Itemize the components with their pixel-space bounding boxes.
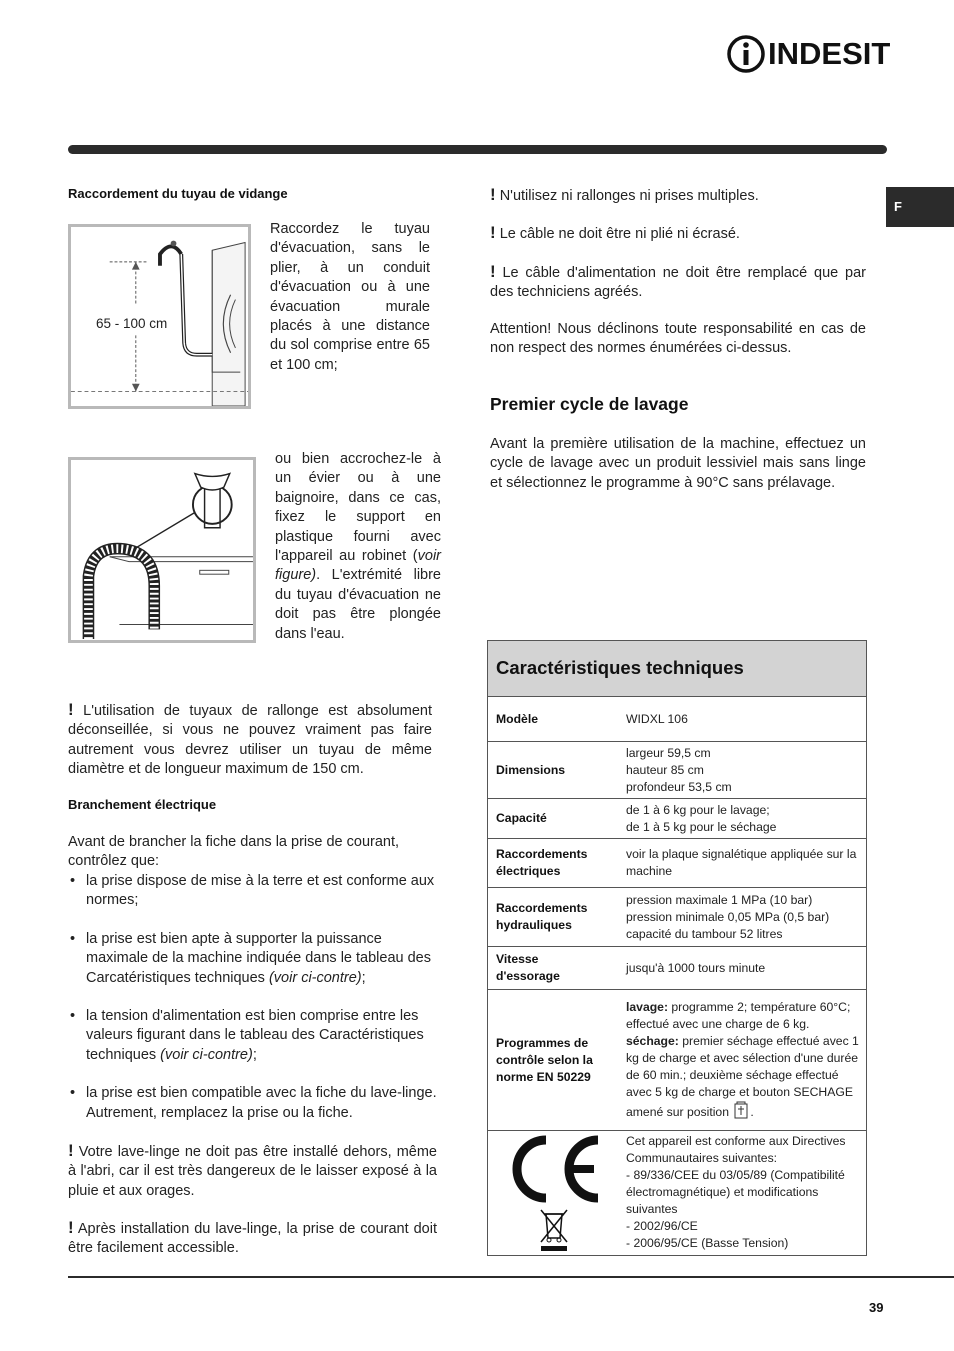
list-item: [68, 930, 444, 988]
warning-no-extension: [490, 185, 866, 206]
spin-label-line-1: Vitesse: [496, 952, 539, 966]
dimensions-label: Dimensions: [496, 762, 566, 777]
electric-checklist: [68, 872, 444, 1123]
capacity-label: Capacité: [496, 811, 547, 825]
specs-table: [487, 640, 867, 1256]
dimensions-height: hauteur 85 cm: [626, 762, 704, 777]
warning-extension: [68, 700, 432, 780]
attention-text: Attention! Nous déclinons toute responsabilité en cas de non respect des normes énumérées ci-dessus.: [490, 321, 866, 357]
programs-label: Programmes de contrôle selon la norme EN 50229: [496, 1035, 593, 1084]
electric-intro: Avant de brancher la fiche dans la prise de courant, contrôlez que:: [68, 834, 400, 870]
drain-text-2-italic: voir figure): [275, 548, 441, 584]
page-number: 39: [869, 1300, 884, 1315]
exclamation-icon: !: [490, 223, 496, 242]
drum-capacity: capacité du tambour 52 litres: [626, 926, 783, 941]
bullet-3-italic: (voir ci-contre): [160, 1046, 253, 1063]
programs-dry-text: premier séchage effectué avec 1 kg de charge et avec sélection d'une durée de 60 min.; deuxième séchage effectué avec 5 kg de charge et bouton SECHAGE amené sur position: [626, 1034, 859, 1119]
bullet-2-italic: (voir ci-contre): [268, 969, 362, 986]
hydraulic-label: [488, 888, 619, 946]
warning-extension-text: L'utilisation de tuyaux de rallonge est absolument déconseillée, si vous ne pouvez vraiment pas faire autrement vous devrez utiliser un tuyau de même diamètre et de longueur maximum de 150 cm.: [68, 703, 432, 778]
warning-access-text: Après installation du lave-linge, la prise de courant doit être facilement accessible.: [68, 1221, 437, 1257]
capacity-wash: de 1 à 6 kg pour le lavage;: [626, 802, 770, 817]
warning-access: [68, 1218, 437, 1259]
drain-text-1: Raccordez le tuyau d'évacuation, sans le plier, à un conduit d'évacuation ou à une évacuation murale placés à une distance du sol comprise entre 65 et 100 cm;: [270, 221, 430, 373]
table-row: [488, 989, 866, 1130]
model-label: Modèle: [496, 711, 538, 726]
top-rule: [68, 145, 887, 154]
capacity-dry: de 1 à 5 kg pour le séchage: [626, 819, 777, 834]
exclamation-icon: !: [490, 185, 496, 204]
bullet-2-end: ;: [361, 969, 366, 986]
drain-text-2: [275, 450, 441, 644]
hydraulic-max: pression maximale 1 MPa (10 bar): [626, 892, 813, 907]
hydraulic-label-line-2: hydrauliques: [496, 918, 572, 932]
warning-outdoor-text: Votre lave-linge ne doit pas être installé dehors, même à l'abri, car il est très dangereux de le laisser exposé à la pluie et aux orages.: [68, 1144, 438, 1199]
electrical-label-line-1: Raccordements: [496, 847, 588, 861]
programs-value: [619, 990, 866, 1130]
table-row: [488, 697, 866, 741]
list-item: [68, 872, 444, 911]
drain-text-2-part-b: . L'extrémité libre du tuyau d'évacuation ne doit pas être plongée dans l'eau.: [275, 567, 441, 642]
first-cycle-text: Avant la première utilisation de la machine, effectuez un cycle de lavage avec un produit lessiviel mais sans linge et sélectionnez le programme à 90°C sans prélavage.: [490, 436, 866, 491]
hydraulic-min: pression minimale 0,05 MPa (0,5 bar): [626, 909, 830, 924]
first-cycle-heading: Premier cycle de lavage: [490, 394, 689, 414]
conformity-intro: Cet appareil est conforme aux Directives Communautaires suivantes:: [626, 1134, 846, 1165]
bullet-3-text: la tension d'alimentation est bien comprise entre les valeurs figurant dans le tableau des Caractéristiques techniques: [86, 1008, 424, 1063]
exclamation-icon: !: [68, 700, 74, 719]
exclamation-icon: !: [68, 1218, 74, 1237]
conformity-low-voltage: - 2006/95/CE (Basse Tension): [626, 1236, 789, 1250]
programs-wash-text: programme 2; température 60°C; effectué avec une charge de 6 kg.: [626, 1000, 851, 1031]
table-row: [488, 946, 866, 989]
dimensions-value: [619, 742, 866, 798]
specs-title: Caractéristiques techniques: [488, 641, 866, 697]
hydraulic-value: [619, 888, 866, 946]
sink-hook-figure: [68, 457, 256, 643]
spin-value: jusqu'à 1000 tours minute: [626, 960, 766, 975]
bullet-3-end: ;: [252, 1046, 257, 1063]
electrical-label-line-2: électriques: [496, 864, 561, 878]
bottom-rule: [68, 1276, 954, 1278]
table-row: [488, 887, 866, 946]
height-label: 65 - 100 cm: [96, 316, 168, 331]
weee-bin-icon: [538, 1208, 570, 1252]
drain-text-2-part-a: ou bien accrochez-le à un évier ou à une baignoire, dans ce cas, fixez le support en plastique fourni avec l'appareil au robinet (: [275, 451, 441, 565]
bullet-1-text: la prise dispose de mise à la terre et est conforme aux normes;: [86, 873, 435, 909]
programs-dry-label: séchage:: [626, 1034, 679, 1048]
programs-end: .: [750, 1105, 754, 1119]
conformity-weee: - 2002/96/CE: [626, 1219, 698, 1233]
programs-wash-label: lavage:: [626, 1000, 669, 1014]
warn-2-text: Le câble ne doit être ni plié ni écrasé.: [499, 226, 740, 242]
warn-1-text: N'utilisez ni rallonges ni prises multiples.: [499, 188, 759, 204]
capacity-value: [619, 799, 866, 838]
electrical-value: voir la plaque signalétique appliquée sur la machine: [626, 847, 857, 878]
model-value: WIDXL 106: [626, 711, 688, 726]
bullet-2-text: la prise est bien apte à supporter la puissance maximale de la machine indiquée dans le tableau des Carcatéristiques techniques: [86, 930, 431, 986]
warning-technicians: [490, 262, 866, 303]
warning-outdoor: [68, 1141, 437, 1201]
dimensions-depth: profondeur 53,5 cm: [626, 779, 732, 794]
electric-heading: Branchement électrique: [68, 797, 217, 812]
brand-name: INDESIT: [768, 36, 891, 71]
hydraulic-label-line-1: Raccordements: [496, 901, 588, 915]
language-tab: F: [886, 187, 954, 227]
ce-mark-icon: [506, 1134, 602, 1204]
dimensions-width: largeur 59,5 cm: [626, 745, 711, 760]
conformity-emc: - 89/336/CEE du 03/05/89 (Compatibilité électromagnétique) et modifications suivantes: [626, 1168, 845, 1216]
warn-3-text: Le câble d'alimentation ne doit être remplacé que par des techniciens agréés.: [490, 265, 866, 301]
conformity-marks: [488, 1131, 619, 1255]
table-row: [488, 741, 866, 798]
electrical-label: [488, 839, 619, 887]
drain-heading: Raccordement du tuyau de vidange: [68, 186, 288, 201]
spin-label: [488, 947, 619, 989]
table-row: [488, 798, 866, 838]
table-row: [488, 1130, 866, 1255]
exclamation-icon: !: [490, 262, 496, 281]
exclamation-icon: !: [68, 1141, 74, 1160]
warning-cable: [490, 223, 866, 244]
list-item: [68, 1084, 444, 1123]
table-row: [488, 838, 866, 887]
conformity-value: [619, 1131, 866, 1255]
spin-label-line-2: d'essorage: [496, 969, 560, 983]
bullet-4-text: la prise est bien compatible avec la fiche du lave-linge. Autrement, remplacez la prise ou la fiche.: [86, 1085, 437, 1121]
cupboard-dry-icon: [732, 1101, 750, 1119]
list-item: [68, 1007, 444, 1065]
